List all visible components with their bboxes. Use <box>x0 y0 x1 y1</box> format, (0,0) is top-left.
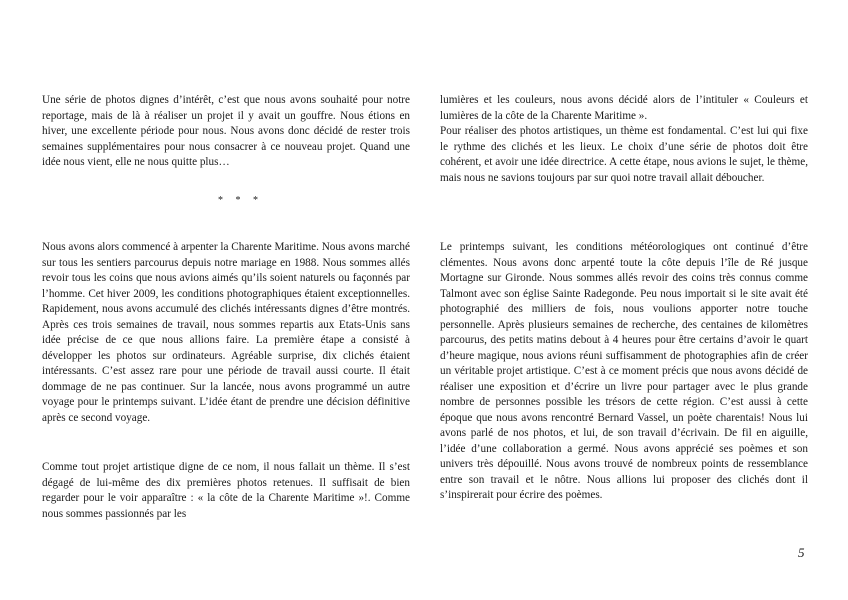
right-paragraph-1-text: lumières et les couleurs, nous avons décidé alors de l’intituler « Couleurs et lumières de la côte de la Charente Maritime ». <box>440 94 808 122</box>
right-paragraph-2 <box>440 124 808 186</box>
right-paragraph-3 <box>440 240 808 504</box>
left-paragraph-3-text: Comme tout projet artistique digne de ce nom, il nous fallait un thème. Il s’est dégagé de lui-même des dix premières photos retenues. Il suffisait de bien regarder pour le voir apparaître : « la côte de la Charente Maritime »!. Comme nous sommes passionnés par les <box>42 461 410 520</box>
right-paragraph-1 <box>440 93 808 124</box>
left-paragraph-2 <box>42 240 410 426</box>
left-paragraph-2-text: Nous avons alors commencé à arpenter la Charente Maritime. Nous avons marché sur tous les sentiers parcourus depuis notre mariage en 1988. Nous sommes allés revoir tous les coins que nous avions aimés qu’ils soient naturels ou façonnés par l’homme. Cet hiver 2009, les conditions photographiques étaient exceptionnelles. Rapidement, nous avons accumulé des clichés intéressants dignes d’être montrés. Après ces trois semaines de travail, nous sommes repartis aux Etats-Unis sans idée précise de ce que nous allions faire. La première étape a consisté à développer les photos sur ordinateurs. Agréable surprise, dix clichés étaient intéressants. C’est assez rare pour une période de travail aussi courte. Il était dommage de ne pas continuer. Sur la lancée, nous avons programmé un autre voyage pour le printemps suivant. L’idée étant de prendre une décision définitive après ce second voyage. <box>42 241 410 424</box>
right-paragraph-3-text: Le printemps suivant, les conditions météorologiques ont continué d’être clémentes. Nous avons donc arpenté toute la côte depuis l’île de Ré jusque Mortagne sur Gironde. Nous sommes allés revoir des coins très connus comme Talmont avec son église Sainte Radegonde. Peu nous importait si le site avait été photographié des milliers de fois, nous voulions apporter notre touche personnelle. Après plusieurs semaines de recherche, des centaines de kilomètres parcourus, des petits matins debout à 4 heures pour être certains d’avoir le quart d’heure magique, nous avions réuni suffisamment de photographies afin de créer un véritable projet artistique. C’est à ce moment précis que nous avons décidé de réaliser une exposition et d’écrire un livre pour partager avec le plus grande nombre de personnes possible les trésors de cette région. C’est aussi à cette époque que nous avons rencontré Bernard Vassel, un poète charentais! Nous lui avons parlé de nos photos, et lui, de son travail d’écrivain. De fil en aiguille, l’idée d’une collaboration a germé. Nous avons apprécié ses poèmes et son univers très dépouillé. Nous avons trouvé de nombreux points de ressemblance entre son travail et le nôtre. Nous allions lui proposer des clichés dont il s’inspirerait pour écrire des poèmes. <box>440 241 808 501</box>
section-separator: * * * <box>218 195 263 206</box>
page-number: 5 <box>798 545 805 560</box>
left-paragraph-1-text: Une série de photos dignes d’intérêt, c’est que nous avons souhaité pour notre reportage, mais de là à réaliser un projet il y avait un gouffre. Nous étions en hiver, une excellente période pour nous. Nous avons donc décidé de rester trois semaines supplémentaires pour nous consacrer à ce nouveau projet. Quand une idée nous vient, elle ne nous quitte plus… <box>42 94 410 168</box>
right-paragraph-2-text: Pour réaliser des photos artistiques, un thème est fondamental. C’est lui qui fixe le rythme des clichés et les lieux. Le choix d’une série de photos doit être cohérent, et avoir une idée directrice. A cette étape, nous avions le sujet, le thème, mais nous ne savions toujours par sur quoi notre travail allait déboucher. <box>440 125 808 184</box>
left-paragraph-3 <box>42 460 410 522</box>
left-paragraph-1 <box>42 93 410 171</box>
